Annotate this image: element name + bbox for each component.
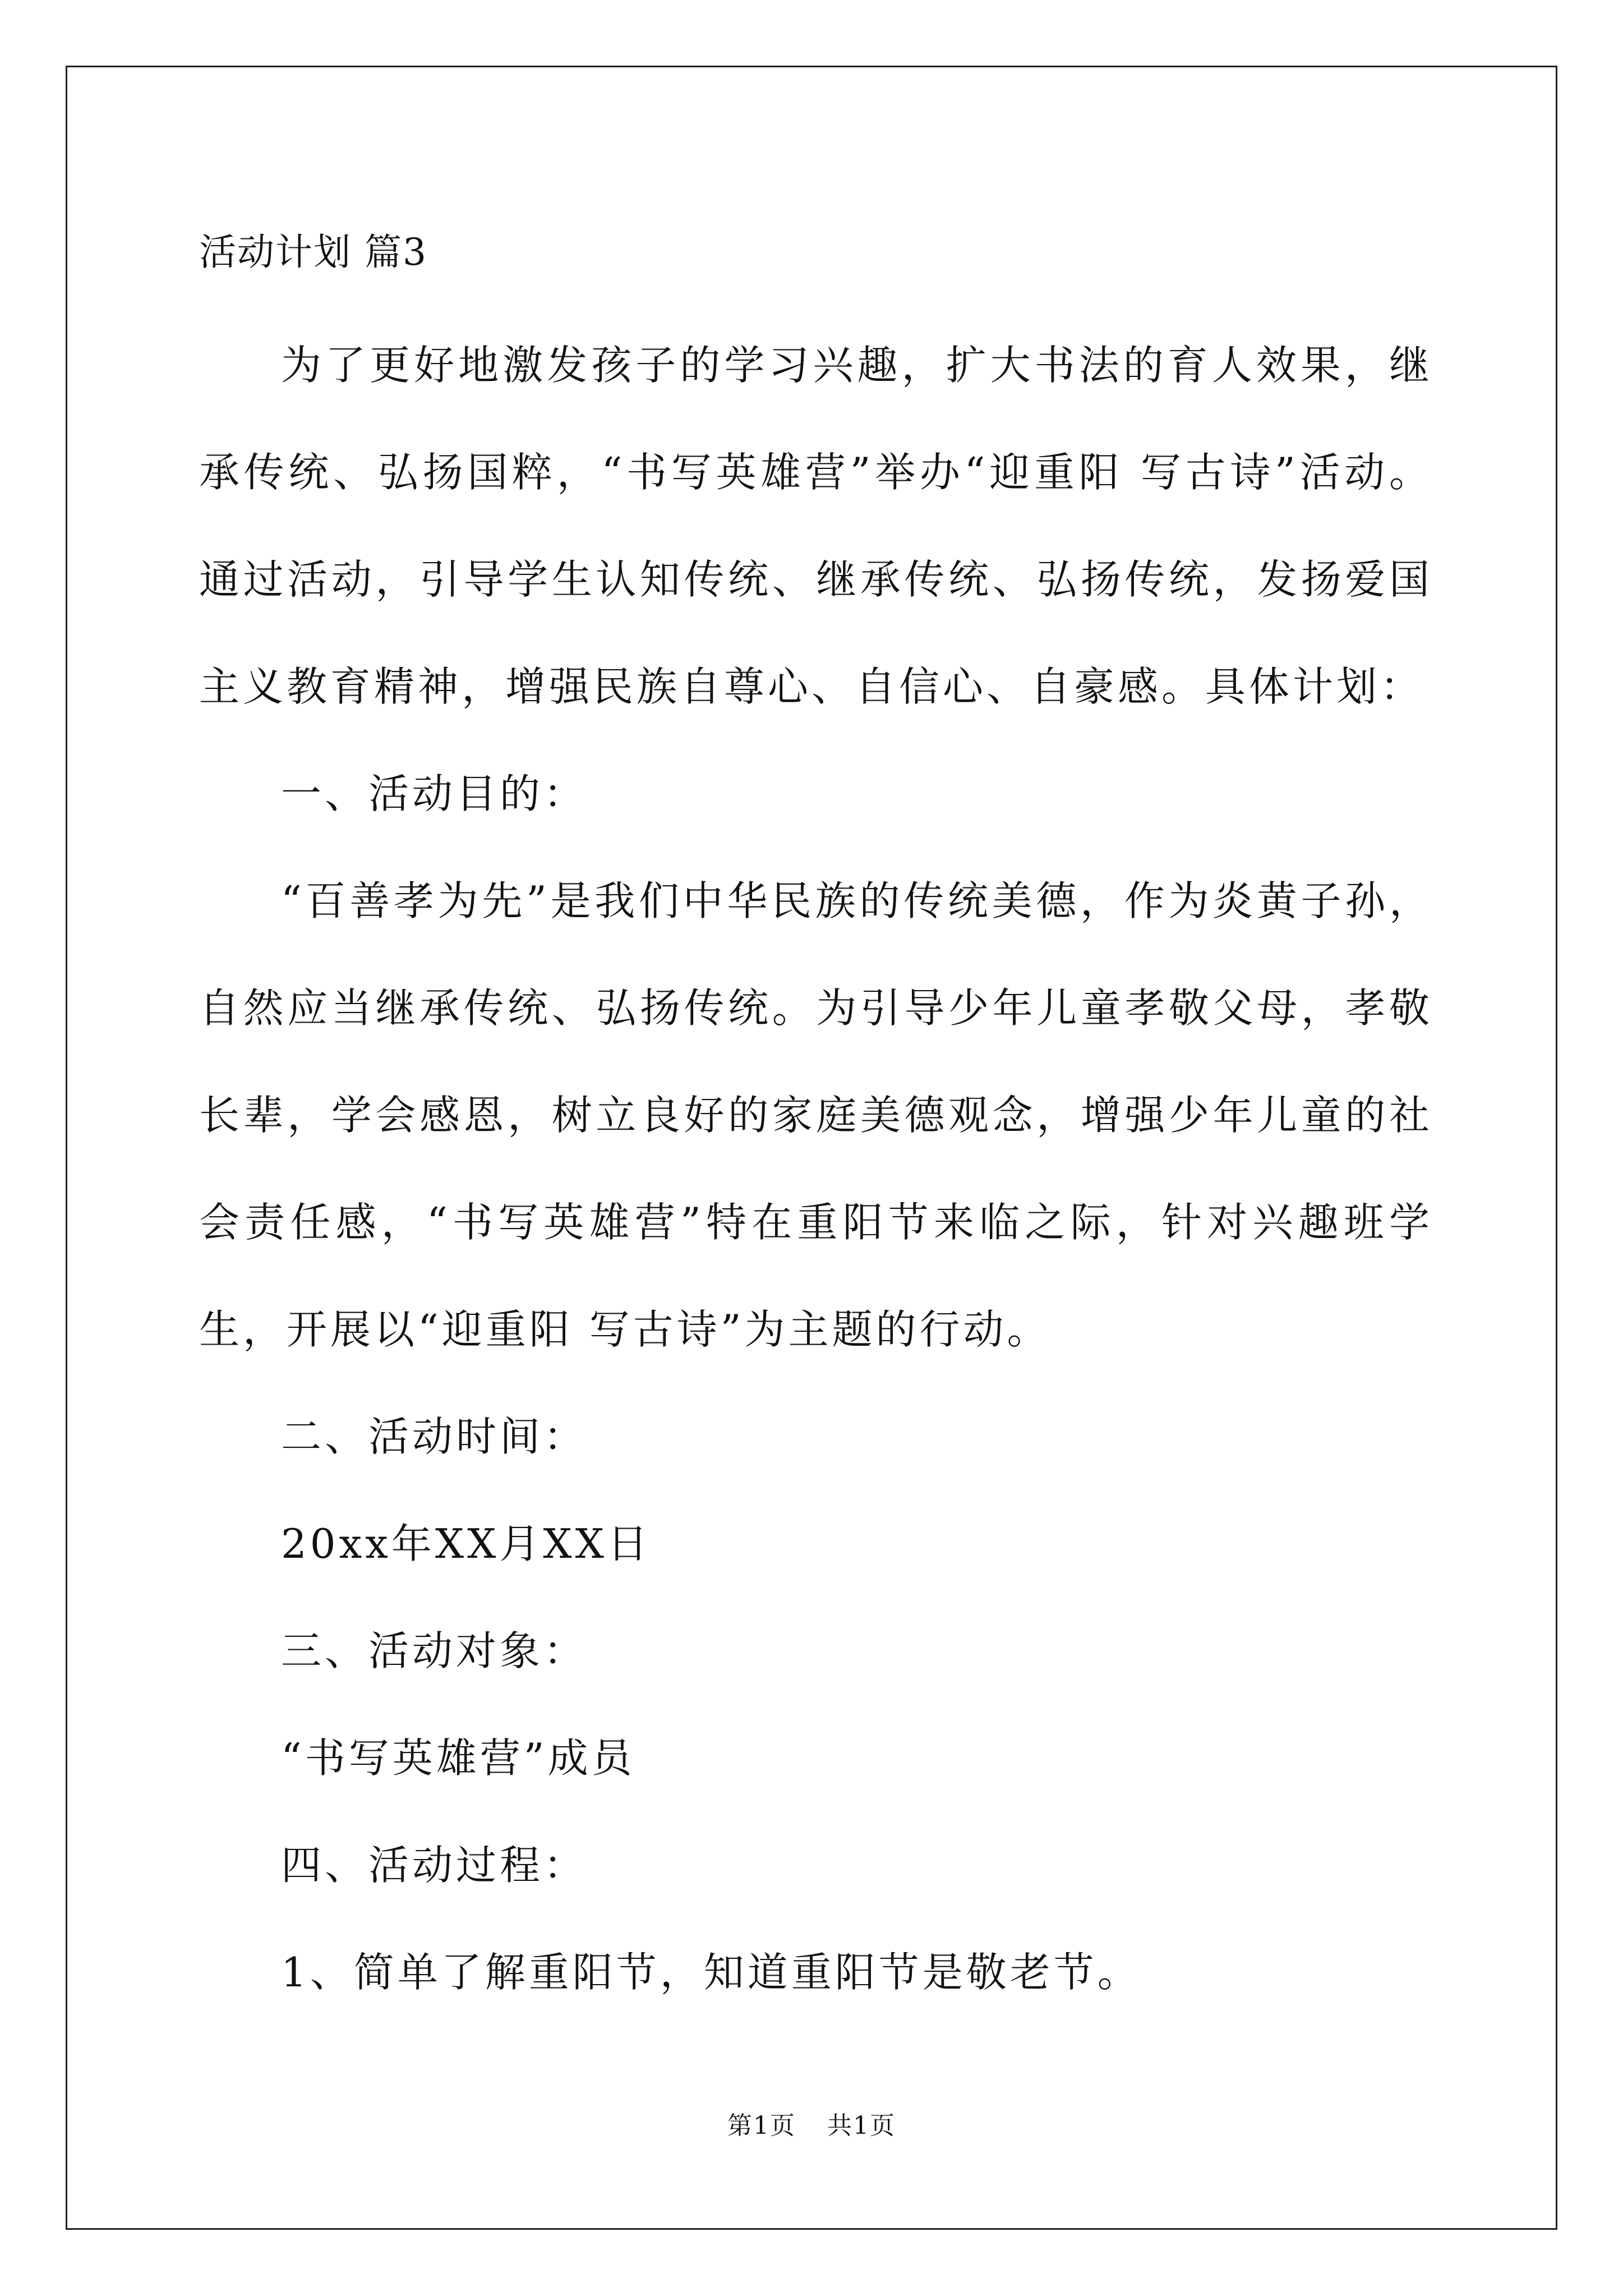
page-number: 第1页 xyxy=(727,2111,796,2140)
intro-paragraph: 为了更好地激发孩子的学习兴趣，扩大书法的育人效果，继承传统、弘扬国粹，“书写英雄营”举办“迎重阳 写古诗”活动。通过活动，引导学生认知传统、继承传统、弘扬传统，发扬爱国主义教育精神，增强民族自尊心、自信心、自豪感。具体计划： xyxy=(199,342,1433,710)
audience-text: “书写英雄营”成员 xyxy=(281,1734,635,1782)
section-heading-time: 二、活动时间： xyxy=(281,1413,588,1460)
section-heading-process: 四、活动过程： xyxy=(281,1842,588,1889)
section-heading-audience: 三、活动对象： xyxy=(281,1627,588,1674)
page-total: 共1页 xyxy=(827,2111,896,2140)
page-footer xyxy=(0,2109,1623,2143)
process-step-1: 1、简单了解重阳节，知道重阳节是敬老节。 xyxy=(281,1949,1141,1996)
section-heading-purpose: 一、活动目的： xyxy=(281,770,588,817)
activity-date: 20xx年XX月XX日 xyxy=(281,1520,651,1567)
document-body xyxy=(199,208,1433,2026)
purpose-paragraph: “百善孝为先”是我们中华民族的传统美德，作为炎黄子孙，自然应当继承传统、弘扬传统。为引导少年儿童孝敬父母，孝敬长辈，学会感恩，树立良好的家庭美德观念，增强少年儿童的社会责任感，“书写英雄营”特在重阳节来临之际，针对兴趣班学生，开展以“迎重阳 写古诗”为主题的行动。 xyxy=(199,877,1433,1353)
document-title: 活动计划 篇3 xyxy=(199,231,427,274)
